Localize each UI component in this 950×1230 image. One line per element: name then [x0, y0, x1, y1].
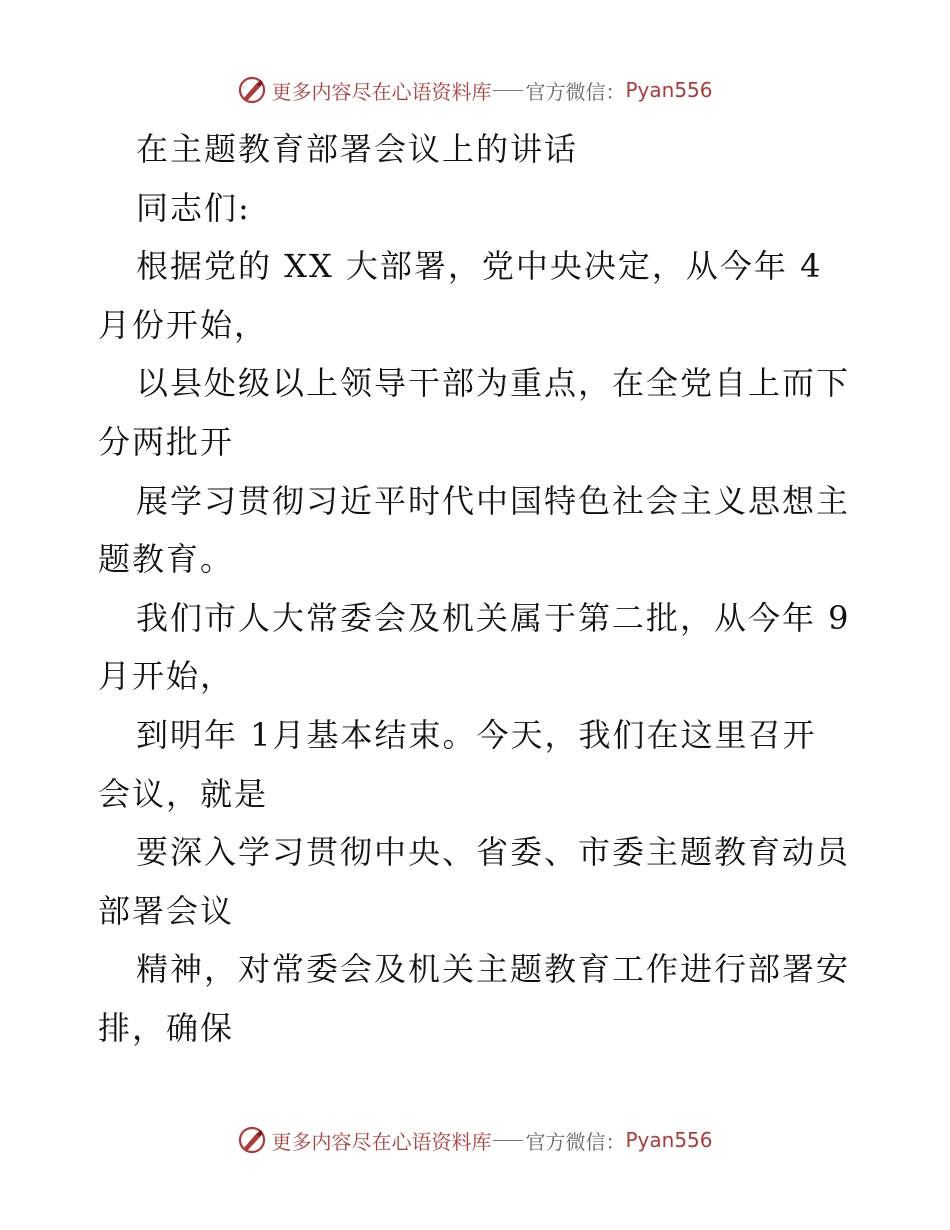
pen-nib-logo-icon [237, 1125, 267, 1155]
paragraph-line: 题教育。 [98, 540, 235, 579]
pen-nib-logo-icon [237, 75, 267, 105]
paragraph-line: 要深入学习贯彻中央、省委、市委主题教育动员 [136, 833, 851, 872]
header-banner [0, 72, 950, 108]
document-body [98, 120, 858, 1058]
paragraph-line: 会议，就是 [98, 774, 269, 813]
paragraph-line: 根据党的 XX 大部署，党中央决定，从今年 4 [136, 247, 823, 286]
paragraph-line: 我们市人大常委会及机关属于第二批，从今年 9 [136, 598, 851, 637]
header-wechat-label: 官方微信： [525, 79, 626, 104]
paragraph-line: 分两批开 [98, 422, 235, 461]
footer-wechat-id: Pyan556 [625, 1128, 713, 1152]
paragraph-line: 以县处级以上领导干部为重点，在全党自上而下 [136, 364, 851, 403]
paragraph-line: 部署会议 [98, 891, 235, 930]
header-wechat-id: Pyan556 [625, 78, 713, 102]
footer-banner [0, 1122, 950, 1158]
paragraph-line: 展学习贯彻习近平时代中国特色社会主义思想主 [136, 481, 851, 520]
header-dash [493, 90, 523, 91]
paragraph-line: 月份开始， [98, 305, 269, 344]
document-title: 在主题教育部署会议上的讲话 [136, 130, 579, 168]
paragraph-line: 排，确保 [98, 1008, 235, 1047]
footer-brand-text: 更多内容尽在心语资料库 [271, 1129, 492, 1154]
footer-wechat-label: 官方微信： [525, 1129, 626, 1154]
salutation: 同志们: [136, 188, 251, 227]
footer-dash [493, 1140, 523, 1141]
header-brand-text: 更多内容尽在心语资料库 [271, 79, 492, 104]
paragraph-line: 精神，对常委会及机关主题教育工作进行部署安 [136, 950, 851, 989]
paragraph-line: 到明年 1月基本结束。今天，我们在这里召开 [136, 715, 817, 754]
paragraph-line: 月开始， [98, 657, 235, 696]
